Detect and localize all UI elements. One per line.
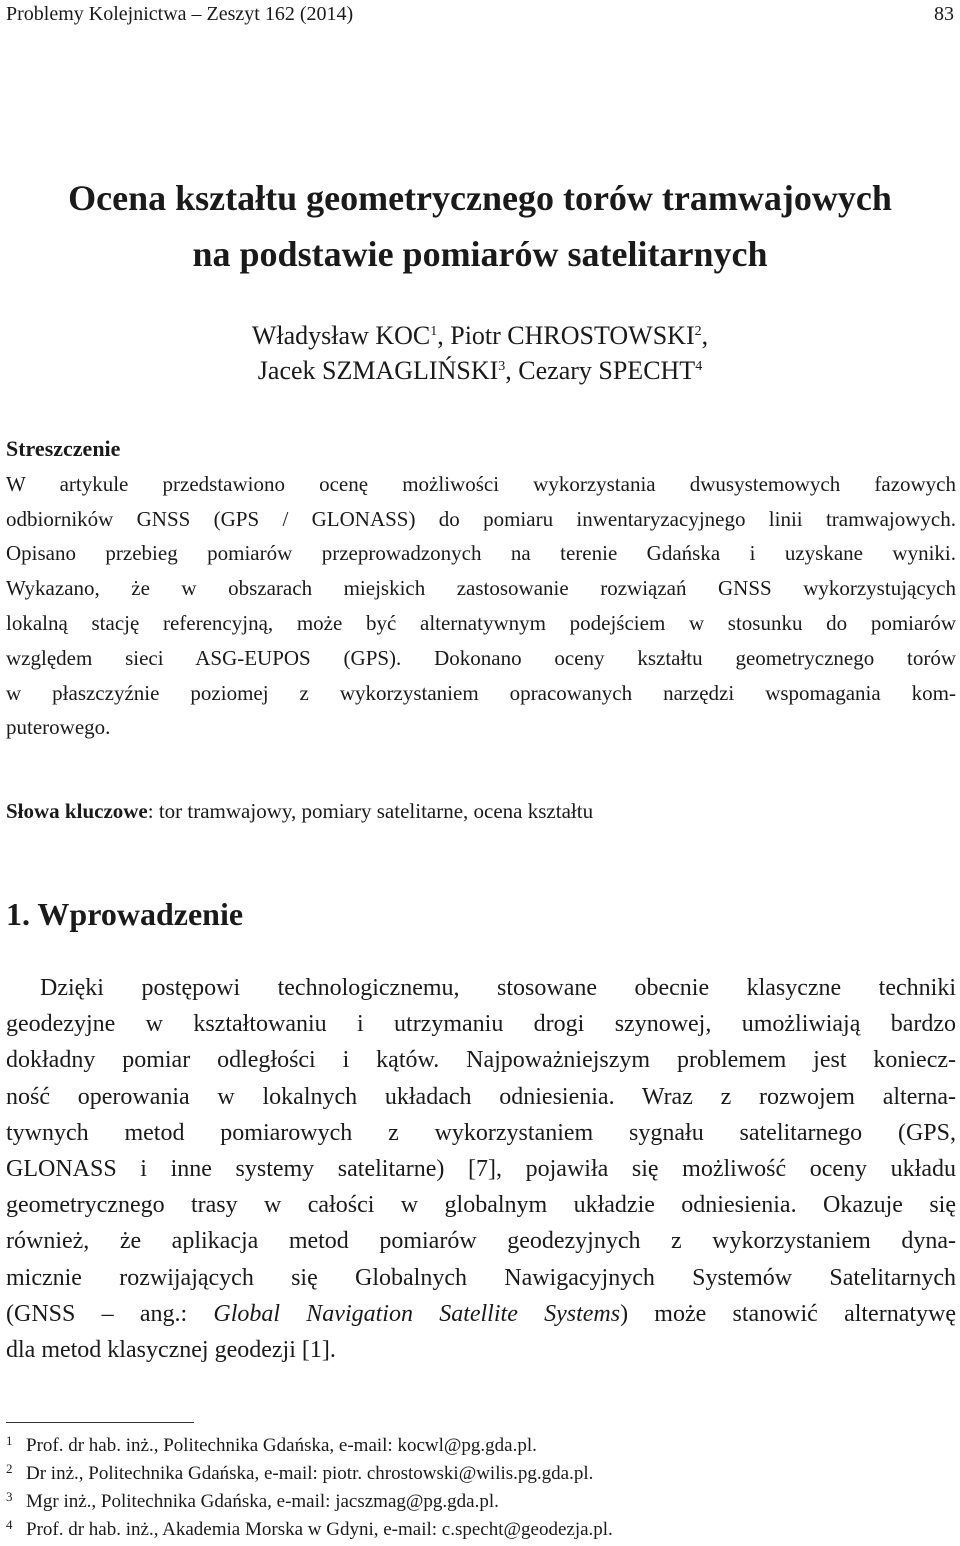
footnotes [6, 1432, 613, 1544]
body-line: Dzięki postępowi technologicznemu, stosowane obecnie klasyczne techniki [40, 975, 956, 1001]
body-gnss-post: ) może stanowić alternatywę [620, 1300, 957, 1327]
footnote: 2 Dr inż., Politechnika Gdańska, e-mail: piotr. chrostowski@wilis.pg.gda.pl. [6, 1461, 594, 1484]
section-heading: 1. Wprowadzenie [6, 896, 244, 932]
abstract-line: lokalną stację referencyjną, może być alternatywnym podejściem w stosunku do pomiarów [6, 610, 956, 635]
body-line: micznie rozwijających się Globalnych Nawigacyjnych Systemów Satelitarnych [6, 1264, 956, 1291]
body-line: geometrycznego trasy w całości w globalnym układzie odniesienia. Okazuje się [6, 1192, 956, 1219]
author-2: , Piotr CHROSTOWSKI [437, 321, 695, 350]
keywords-label: Słowa kluczowe [6, 799, 148, 823]
abstract-line: Opisano przebieg pomiarów przeprowadzonych na terenie Gdańska i uzyskane wyniki. [6, 541, 956, 566]
title-line-2: na podstawie pomiarów satelitarnych [192, 234, 768, 274]
title-line-1: Ocena kształtu geometrycznego torów tramwajowych [68, 178, 892, 218]
abstract-line: względem sieci ASG-EUPOS (GPS). Dokonano oceny kształtu geometrycznego torów [6, 645, 956, 670]
journal-name: Problemy Kolejnictwa – Zeszyt 162 (2014) [6, 3, 354, 25]
body-line: geodezyjne w kształtowaniu i utrzymaniu drogi szynowej, umożliwiają bardzo [6, 1011, 956, 1038]
page-number: 83 [934, 3, 954, 25]
author-3-affil: 3 [498, 359, 506, 374]
author-sep: , [701, 321, 709, 350]
author-1-affil: 1 [430, 324, 438, 339]
abstract-heading: Streszczenie [6, 436, 121, 461]
abstract-line: w płaszczyźnie poziomej z wykorzystaniem opracowanych narzędzi wspomagania kom- [6, 680, 956, 705]
abstract-line: Wykazano, że w obszarach miejskich zastosowanie rozwiązań GNSS wykorzystujących [6, 576, 956, 601]
author-4-affil: 4 [695, 359, 703, 374]
author-1: Władysław KOC [251, 321, 431, 350]
footnote-text: Mgr inż., Politechnika Gdańska, e-mail: jacszmag@pg.gda.pl. [26, 1491, 499, 1512]
footnote-text: Dr inż., Politechnika Gdańska, e-mail: piotr. chrostowski@wilis.pg.gda.pl. [26, 1463, 594, 1484]
author-2-affil: 2 [694, 324, 702, 339]
body-gnss-pre: (GNSS – ang.: [6, 1300, 214, 1327]
footnote-divider [6, 1422, 194, 1423]
body-line: również, że aplikacja metod pomiarów geodezyjnych z wykorzystaniem dyna- [6, 1228, 956, 1255]
paper-title [0, 170, 960, 282]
footnote-text: Prof. dr hab. inż., Politechnika Gdańska, e-mail: kocwl@pg.gda.pl. [26, 1435, 537, 1456]
author-4: , Cezary SPECHT [505, 356, 696, 385]
author-3: Jacek SZMAGLIŃSKI [257, 356, 499, 385]
footnote: 3 Mgr inż., Politechnika Gdańska, e-mail: jacszmag@pg.gda.pl. [6, 1489, 499, 1512]
footnote-text: Prof. dr hab. inż., Akademia Morska w Gdyni, e-mail: c.specht@geodezja.pl. [26, 1519, 613, 1540]
body-line: ność operowania w lokalnych układach odniesienia. Wraz z rozwojem alterna- [6, 1083, 956, 1110]
body-line: GLONASS i inne systemy satelitarne) [7], pojawiła się możliwość oceny układu [6, 1156, 956, 1183]
body-line-gnss [6, 1296, 956, 1332]
body-line: dla metod klasycznej geodezji [1]. [6, 1337, 336, 1364]
authors-line-2 [0, 353, 960, 388]
abstract-line: W artykule przedstawiono ocenę możliwości wykorzystania dwusystemowych fazowych [6, 471, 956, 496]
authors-line-1 [0, 318, 960, 353]
body-gnss-italic: Global Navigation Satellite Systems [213, 1300, 621, 1327]
body-line: tywnych metod pomiarowych z wykorzystaniem sygnału satelitarnego (GPS, [6, 1119, 956, 1146]
footnote: 4 Prof. dr hab. inż., Akademia Morska w Gdyni, e-mail: c.specht@geodezja.pl. [6, 1517, 613, 1540]
abstract [6, 432, 956, 745]
section-body [6, 970, 956, 1368]
authors [0, 318, 960, 388]
abstract-line: puterowego. [6, 715, 111, 740]
running-head [6, 0, 954, 28]
keywords [6, 796, 593, 826]
body-line: dokładny pomiar odległości i kątów. Najpoważniejszym problemem jest koniecz- [6, 1047, 956, 1074]
abstract-line: odbiorników GNSS (GPS / GLONASS) do pomiaru inwentaryzacyjnego linii tramwajowych. [6, 506, 956, 531]
footnote: 1 Prof. dr hab. inż., Politechnika Gdańska, e-mail: kocwl@pg.gda.pl. [6, 1433, 537, 1456]
keywords-text: : tor tramwajowy, pomiary satelitarne, ocena kształtu [147, 799, 594, 823]
